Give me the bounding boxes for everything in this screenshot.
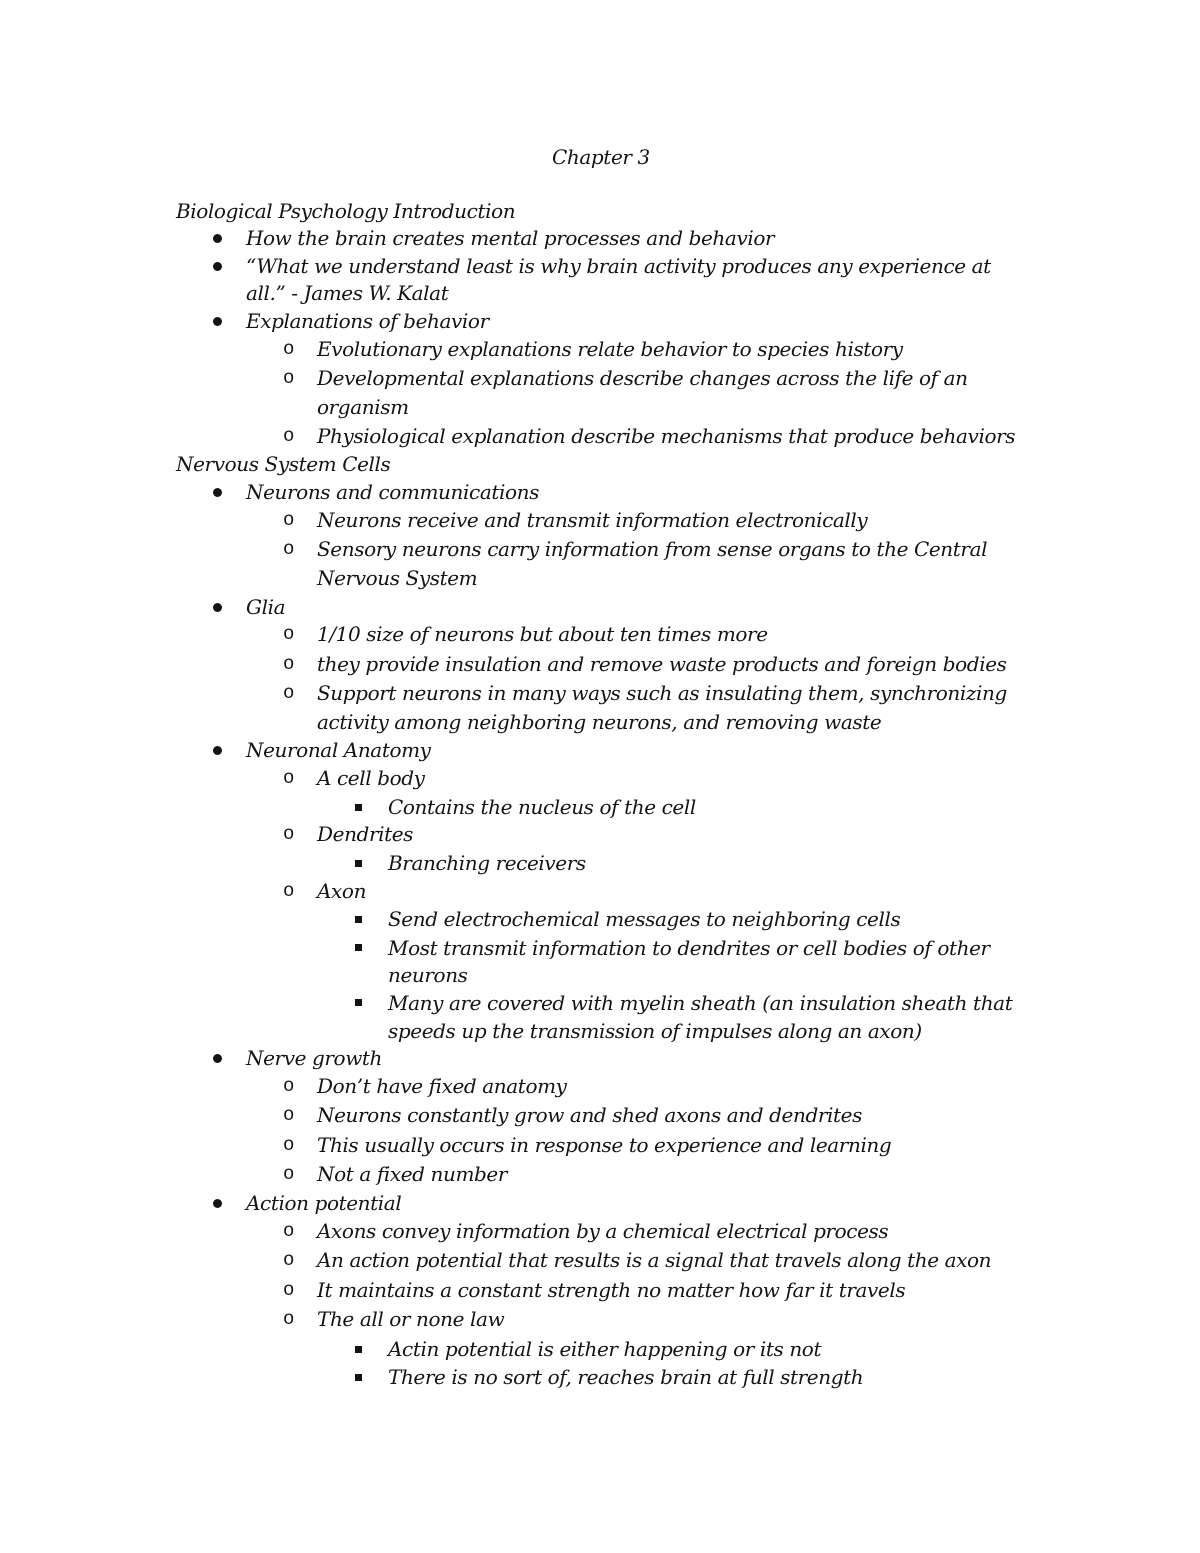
sub-list-item: Neurons constantly grow and shed axons and dendrites <box>317 1103 862 1127</box>
bullet-circle-icon: o <box>283 1249 295 1271</box>
sub-sub-list-item-continuation: speeds up the transmission of impulses along an axon) <box>388 1019 922 1043</box>
sub-list-item: Neurons receive and transmit information electronically <box>317 508 868 532</box>
list-item: Nerve growth <box>246 1046 383 1070</box>
bullet-square-icon <box>355 1374 362 1381</box>
list-item: Neuronal Anatomy <box>246 738 431 762</box>
section-heading: Biological Psychology Introduction <box>176 199 516 223</box>
bullet-circle-icon: o <box>283 823 295 845</box>
sub-list-item: Axon <box>317 879 367 903</box>
sub-list-item: This usually occurs in response to experience and learning <box>317 1133 892 1157</box>
sub-list-item-continuation: Nervous System <box>317 566 478 590</box>
bullet-dot-icon <box>213 317 222 326</box>
bullet-square-icon <box>355 944 362 951</box>
sub-list-item: Physiological explanation describe mechanisms that produce behaviors <box>317 424 1016 448</box>
bullet-dot-icon <box>213 262 222 271</box>
sub-list-item: Support neurons in many ways such as insulating them, synchronizing <box>317 681 1007 705</box>
bullet-circle-icon: o <box>283 653 295 675</box>
bullet-circle-icon: o <box>283 1134 295 1156</box>
bullet-circle-icon: o <box>283 1308 295 1330</box>
sub-list-item: 1/10 size of neurons but about ten times more <box>317 622 768 646</box>
bullet-dot-icon <box>213 488 222 497</box>
sub-list-item: Not a fixed number <box>317 1162 508 1186</box>
sub-list-item: A cell body <box>317 766 425 790</box>
bullet-dot-icon <box>213 1054 222 1063</box>
list-item-continuation: all.” - James W. Kalat <box>246 281 449 305</box>
bullet-circle-icon: o <box>283 1104 295 1126</box>
bullet-circle-icon: o <box>283 880 295 902</box>
list-item: Action potential <box>246 1191 402 1215</box>
list-item: How the brain creates mental processes and behavior <box>246 226 775 250</box>
bullet-circle-icon: o <box>283 509 295 531</box>
bullet-circle-icon: o <box>283 767 295 789</box>
bullet-circle-icon: o <box>283 623 295 645</box>
sub-list-item: they provide insulation and remove waste products and foreign bodies <box>317 652 1007 676</box>
section-heading: Nervous System Cells <box>176 452 391 476</box>
bullet-circle-icon: o <box>283 1163 295 1185</box>
bullet-circle-icon: o <box>283 682 295 704</box>
list-item: Glia <box>246 595 286 619</box>
bullet-circle-icon: o <box>283 338 295 360</box>
bullet-circle-icon: o <box>283 425 295 447</box>
sub-list-item: Don’t have fixed anatomy <box>317 1074 567 1098</box>
sub-sub-list-item: There is no sort of, reaches brain at full strength <box>388 1365 864 1389</box>
bullet-square-icon <box>355 999 362 1006</box>
sub-sub-list-item-continuation: neurons <box>388 963 468 987</box>
bullet-circle-icon: o <box>283 1075 295 1097</box>
bullet-square-icon <box>355 916 362 923</box>
list-item: Explanations of behavior <box>246 309 489 333</box>
sub-list-item: An action potential that results is a signal that travels along the axon <box>317 1248 992 1272</box>
bullet-circle-icon: o <box>283 1279 295 1301</box>
sub-list-item-continuation: activity among neighboring neurons, and removing waste <box>317 710 882 734</box>
sub-sub-list-item: Most transmit information to dendrites or cell bodies of other <box>388 936 990 960</box>
bullet-dot-icon <box>213 1199 222 1208</box>
sub-list-item: Dendrites <box>317 822 414 846</box>
sub-sub-list-item: Actin potential is either happening or its not <box>388 1337 822 1361</box>
sub-list-item: It maintains a constant strength no matter how far it travels <box>317 1278 906 1302</box>
sub-list-item: The all or none law <box>317 1307 505 1331</box>
sub-list-item-continuation: organism <box>317 395 409 419</box>
list-item: “What we understand least is why brain activity produces any experience at <box>246 254 991 278</box>
bullet-dot-icon <box>213 603 222 612</box>
sub-list-item: Developmental explanations describe changes across the life of an <box>317 366 968 390</box>
list-item: Neurons and communications <box>246 480 539 504</box>
bullet-circle-icon: o <box>283 367 295 389</box>
page-title: Chapter 3 <box>552 145 650 169</box>
sub-list-item: Evolutionary explanations relate behavior to species history <box>317 337 903 361</box>
bullet-square-icon <box>355 1346 362 1353</box>
bullet-dot-icon <box>213 234 222 243</box>
bullet-square-icon <box>355 860 362 867</box>
sub-sub-list-item: Branching receivers <box>388 851 586 875</box>
sub-sub-list-item: Send electrochemical messages to neighboring cells <box>388 907 901 931</box>
bullet-circle-icon: o <box>283 538 295 560</box>
bullet-circle-icon: o <box>283 1220 295 1242</box>
sub-sub-list-item: Many are covered with myelin sheath (an insulation sheath that <box>388 991 1013 1015</box>
bullet-dot-icon <box>213 746 222 755</box>
bullet-square-icon <box>355 804 362 811</box>
sub-list-item: Axons convey information by a chemical electrical process <box>317 1219 889 1243</box>
sub-sub-list-item: Contains the nucleus of the cell <box>388 795 696 819</box>
sub-list-item: Sensory neurons carry information from sense organs to the Central <box>317 537 988 561</box>
